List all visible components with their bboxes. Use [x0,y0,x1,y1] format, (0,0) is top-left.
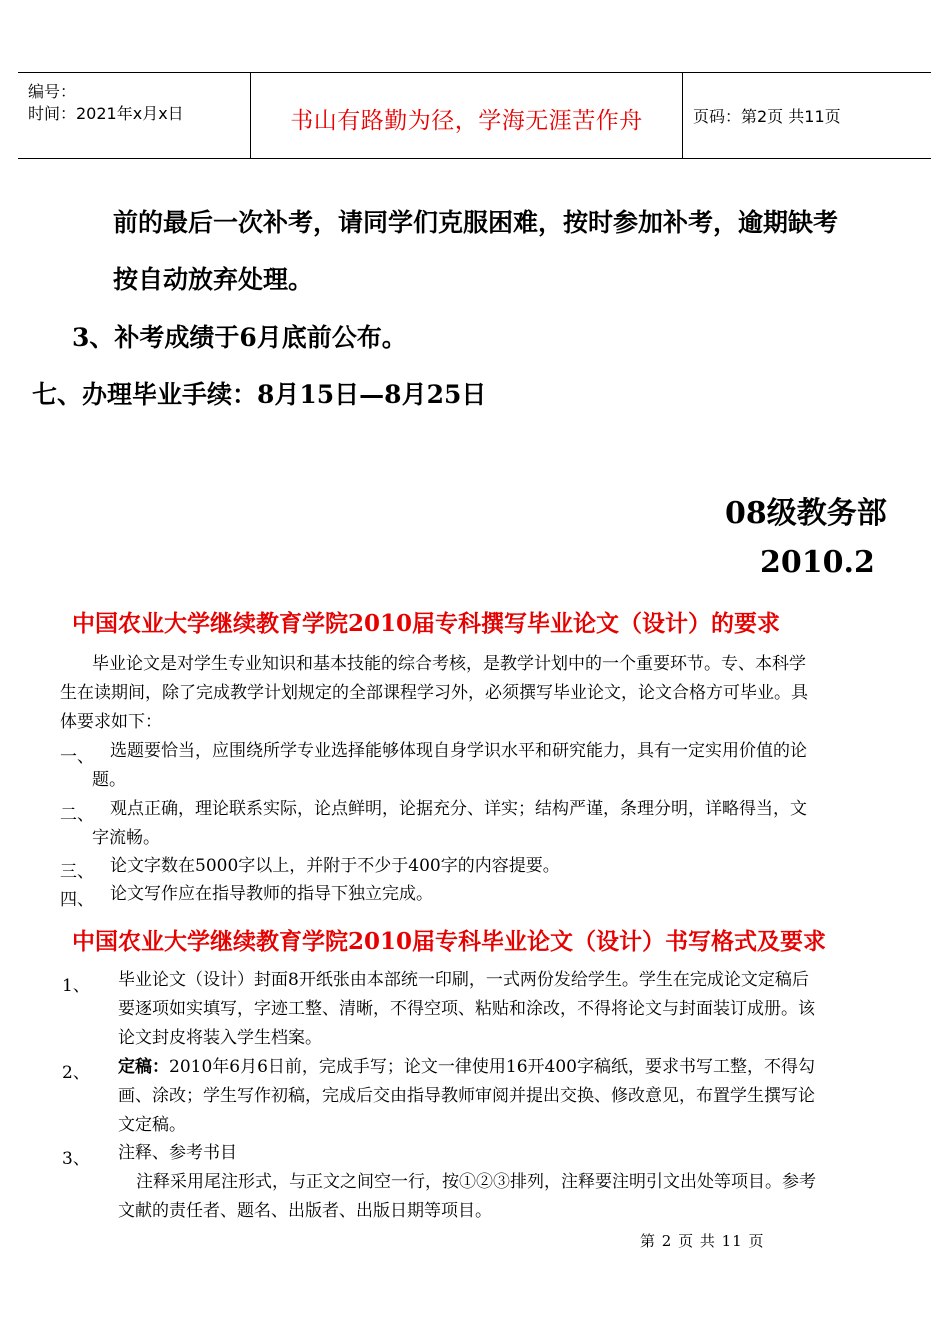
number-label: 编号： [28,82,77,101]
list-item-number: 三、 [60,862,94,882]
list-item-number: 一、 [60,747,94,767]
list-item-text: 选题要恰当，应围绕所学专业选择能够体现自身学识水平和研究能力，具有一定实用价值的论 [110,741,807,761]
list-item-number: 二、 [60,805,94,825]
list-item-text [118,1053,815,1082]
header-left-cell [18,73,251,158]
list-item-text: 文定稿。 [118,1115,186,1135]
time-label: 时间：2021年x月x日 [28,104,184,123]
body-line-1: 前的最后一次补考，请同学们克服困难，按时参加补考，逾期缺考 [113,208,839,237]
list-item-text: 论文封皮将装入学生档案。 [118,1028,322,1048]
list-item-number: 2、 [62,1063,90,1083]
list-item-number: 四、 [60,890,94,910]
page-footer: 第 2 页 共 11 页 [640,1232,765,1250]
list-item-text: 字流畅。 [92,828,160,848]
list-item-number: 1、 [62,976,90,996]
body-line-2: 按自动放弃处理。 [113,265,314,294]
page-label: 页码：第2页 共11页 [693,107,841,126]
list-item-text: 论文字数在5000字以上，并附于不少于400字的内容提要。 [110,856,560,876]
list-item-text: 画、涂改；学生写作初稿，完成后交由指导教师审阅并提出交换、修改意见，布置学生撰写论 [118,1086,815,1106]
list-item-text-rest: 2010年6月6日前，完成手写；论文一律使用16开400字稿纸，要求书写工整，不得勾 [169,1057,815,1077]
signature-date: 2010.2 [760,545,875,580]
intro-line: 生在读期间，除了完成教学计划规定的全部课程学习外，必须撰写毕业论文，论文合格方可毕业。具 [60,683,808,703]
section1-title: 中国农业大学继续教育学院2010届专科撰写毕业论文（设计）的要求 [72,610,781,637]
list-item-text: 观点正确，理论联系实际，论点鲜明，论据充分、详实；结构严谨，条理分明，详略得当，文 [110,799,807,819]
note-line: 文献的责任者、题名、出版者、出版日期等项目。 [118,1201,492,1221]
list-item-text: 毕业论文（设计）封面8开纸张由本部统一印刷，一式两份发给学生。学生在完成论文定稿后 [118,970,809,990]
list-item-text: 要逐项如实填写，字迹工整、清晰，不得空项、粘贴和涂改，不得将论文与封面装订成册。该 [118,999,815,1019]
motto: 书山有路勤为径，学海无涯苦作舟 [251,73,683,158]
list-item-number: 3、 [62,1149,90,1169]
list-item-text: 题。 [92,770,126,790]
bold-prefix: 定稿： [118,1057,169,1077]
intro-line: 毕业论文是对学生专业知识和基本技能的综合考核，是教学计划中的一个重要环节。专、本科学 [92,654,806,674]
signature-dept: 08级教务部 [725,496,887,531]
section2-title: 中国农业大学继续教育学院2010届专科毕业论文（设计）书写格式及要求 [72,928,827,955]
item-3: 3、补考成绩于6月底前公布。 [72,323,407,352]
list-item-text: 论文写作应在指导教师的指导下独立完成。 [110,884,433,904]
item-7: 七、办理毕业手续：8月15日—8月25日 [32,380,487,409]
intro-line: 体要求如下： [60,712,162,732]
note-line: 注释采用尾注形式，与正文之间空一行，按①②③排列，注释要注明引文出处等项目。参考 [136,1172,816,1192]
list-item-text: 注释、参考书目 [118,1143,237,1163]
header-table [18,72,931,159]
